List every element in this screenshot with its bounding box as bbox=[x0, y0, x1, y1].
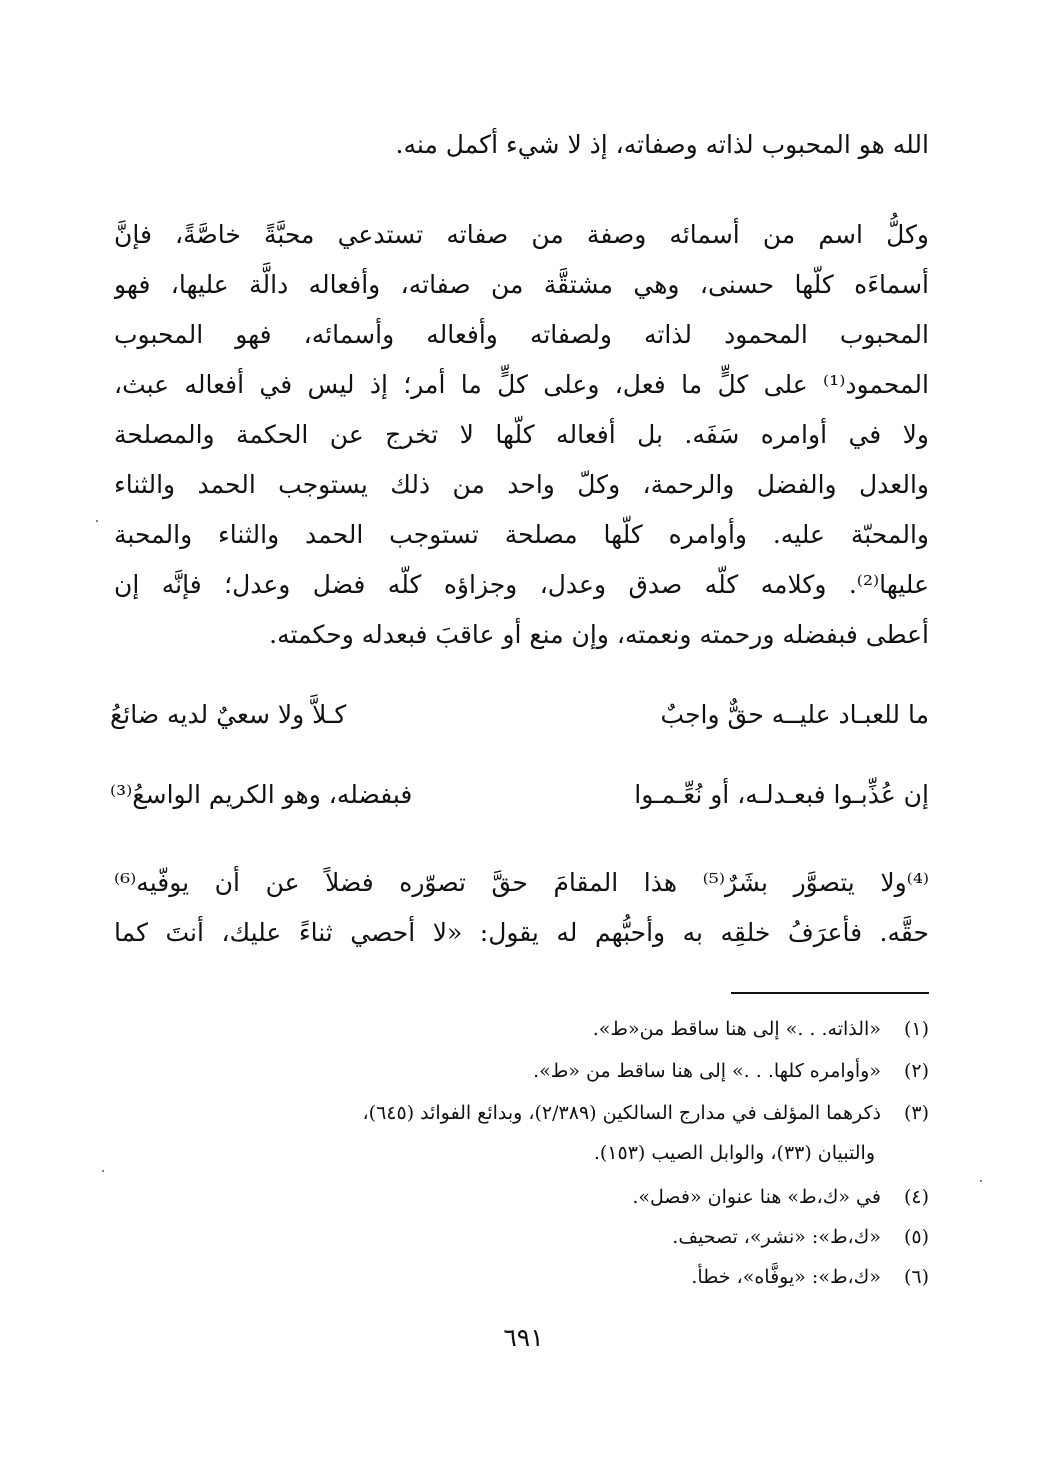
footnote-separator bbox=[731, 992, 929, 994]
text-line: والمحبّة عليه. وأوامره كلّها مصلحة تستوجب الحمد والثناء والمحبة bbox=[114, 520, 929, 549]
text-line: أعطى فبفضله ورحمته ونعمته، وإن منع أو عاقبَ فبعدله وحكمته. bbox=[269, 620, 929, 649]
footnote bbox=[114, 1052, 929, 1090]
verse-hemistich: إن عُذِّبـوا فبعـدلـه، أو نُعِّـمـوا bbox=[634, 780, 929, 809]
scan-speck bbox=[96, 520, 98, 522]
verse-hemistich: فبفضله، وهو الكريم الواسعُ⁽³⁾ bbox=[110, 780, 413, 809]
verse-hemistich: ما للعبـاد عليــه حقٌّ واجبٌ bbox=[660, 700, 929, 729]
text-line: والعدل والفضل والرحمة، وكلّ واحد من ذلك يستوجب الحمد والثناء bbox=[114, 470, 929, 499]
footnote bbox=[114, 1094, 929, 1174]
footnote-number: (٤) bbox=[903, 1186, 929, 1208]
footnote-text: «الذاته. . .» إلى هنا ساقط من«ط». bbox=[592, 1018, 881, 1040]
text-line: المحمود⁽¹⁾ على كلٍّ ما فعل، وعلى كلٍّ ما أمر؛ إذ ليس في أفعاله عبث، bbox=[114, 370, 929, 399]
text-line: المحبوب المحمود لذاته ولصفاته وأفعاله وأسمائه، فهو المحبوب bbox=[114, 320, 929, 349]
text-line: الله هو المحبوب لذاته وصفاته، إذ لا شيء أكمل منه. bbox=[395, 130, 929, 159]
footnote-number: (٦) bbox=[903, 1266, 929, 1288]
footnote bbox=[114, 1258, 929, 1296]
footnote bbox=[114, 1010, 929, 1048]
footnote-text: «ك،ط»: «نشر»، تصحيف. bbox=[672, 1226, 881, 1248]
text-line: عليها⁽²⁾. وكلامه كلّه صدق وعدل، وجزاؤه كلّه فضل وعدل؛ فإنَّه إن bbox=[114, 570, 929, 599]
verse-hemistich: كـلاَّ ولا سعيٌ لديه ضائعُ bbox=[110, 700, 347, 729]
scan-speck bbox=[102, 1170, 104, 1172]
text-line: أسماءَه كلّها حسنى، وهي مشتقَّة من صفاته، وأفعاله دالَّة عليها، فهو bbox=[114, 270, 929, 299]
footnote-text: «ك،ط»: «يوفَّاه»، خطأ. bbox=[691, 1266, 881, 1288]
footnote-number: (٥) bbox=[903, 1226, 929, 1248]
text-line: وكلُّ اسم من أسمائه وصفة من صفاته تستدعي محبَّةً خاصَّةً، فإنَّ bbox=[114, 220, 929, 249]
footnote bbox=[114, 1218, 929, 1256]
footnote-text: «وأوامره كلها. . .» إلى هنا ساقط من «ط». bbox=[533, 1060, 881, 1082]
scan-speck bbox=[980, 1180, 982, 1182]
text-line: ⁽⁴⁾ولا يتصوَّر بشَرٌ⁽⁵⁾ هذا المقامَ حقَّ تصوّره فضلاً عن أن يوفّيه⁽⁶⁾ bbox=[114, 868, 929, 897]
footnote-number: (٢) bbox=[903, 1060, 929, 1082]
text-line: ولا في أوامره سَفَه. بل أفعاله كلّها لا تخرج عن الحكمة والمصلحة bbox=[114, 420, 929, 449]
page-number: ٦٩١ bbox=[503, 1323, 544, 1352]
footnote-number: (١) bbox=[903, 1018, 929, 1040]
footnote-text: في «ك،ط» هنا عنوان «فصل». bbox=[632, 1186, 881, 1208]
footnote-number: (٣) bbox=[903, 1102, 929, 1124]
footnote-text-continued: والتبيان (٣٣)، والوابل الصيب (١٥٣). bbox=[593, 1142, 875, 1164]
footnote bbox=[114, 1178, 929, 1216]
footnote-text: ذكرهما المؤلف في مدارج السالكين (٢/٣٨٩)، وبدائع الفوائد (٦٤٥)، bbox=[362, 1102, 881, 1124]
text-line: حقَّه. فأعرَفُ خلقِه به وأحبُّهم له يقول: «لا أحصي ثناءً عليك، أنتَ كما bbox=[114, 918, 929, 947]
